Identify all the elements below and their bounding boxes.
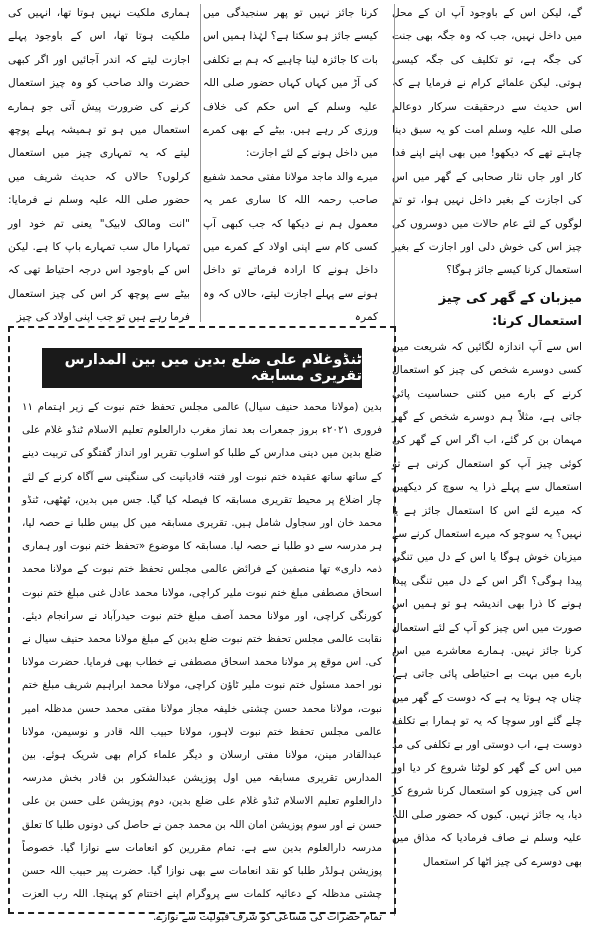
middle-column-text: کرنا جائز نہیں تو پھر سنجیدگی میں کیسے جائز ہو سکتا ہے؟ لہٰذا ہمیں اس بات کا جائزہ لینا چاہیے کہ ہم بے تکلفی کی آڑ میں کہاں کہاں حضور صلی اللہ علیہ وسلم کے اس حکم کی خلاف ورزی کر رہے ہیں. بیٹے کے بھی کمرے میں داخل ہونے کے لئے اجازت:: [203, 7, 378, 160]
right-column: [392, 2, 582, 917]
news-box-body: بدین (مولانا محمد حنیف سیال) عالمی مجلس تحفظ ختم نبوت کے زیر اہتمام ۱۱ فروری ۲۰۲۱ء بروز جمعرات بعد نماز مغرب دارالعلوم تعلیم الاسلام ٹنڈو غلام علی ضلع بدین میں دینی مدارس کے طلبا کو اسلوب تقریر اور انداز گفتگو کی تربیت دینے کے ساتھ ساتھ عقیدہ ختم نبوت اور فتنہ قادیانیت کی سنگینی سے آگاہ کرنے کے لئے چار اضلاع پر محیط تقریری مسابقہ کا فیصلہ کیا گیا. جس میں بدین، ٹھٹھی، ٹنڈو محمد خان اور سجاول شامل ہیں. تقریری مسابقہ میں کل بیس طلبا نے حصہ لیا، ہر مدرسہ سے دو طلبا نے حصہ لیا. مسابقہ کا موضوع «تحفظ ختم نبوت اور ہماری ذمہ داری» تھا منصفین کے فرائض عالمی مجلس تحفظ ختم نبوت کے مولانا محمد اسحاق مصطفی مبلغ ختم نبوت ملیر کراچی، مولانا محمد عادل غنی مبلغ ختم نبوت کورنگی کراچی، اور مولانا محمد آصف مبلغ ختم نبوت حیدرآباد نے سرانجام دیئے. نقابت عالمی مجلس تحفظ ختم نبوت ضلع بدین کے مبلغ مولانا محمد حنیف سیال نے کی. اس موقع پر مولانا محمد اسحاق مصطفی نے خطاب بھی فرمایا. حضرت مولانا نور احمد مسئول ختم نبوت ملیر ٹاؤن کراچی، مولانا محمد ابراہیم شریف مبلغ ختم نبوت، مولانا محمد حسن چشتی خلیفہ مجاز مولانا مفتی محمد حسن مدظلہ امیر عالمی مجلس تحفظ ختم نبوت لاہور، مولانا حبیب اللہ قادر و نوسیمن، مولانا عبدالقادر مینن، مولانا مفتی ارسلان و دیگر علماء کرام بھی شریک ہوئے. بین المدارس تقریری مسابقہ میں اول پوزیشن عبدالشکور بن قادر بخش مدرسہ دارالعلوم تعلیم الاسلام ٹنڈو غلام علی ضلع بدین، دوم پوزیشن علی حسن بن علی حسن نے اور سوم پوزیشن امان اللہ بن محمد جمن نے حاصل کی دونوں طلبا کا تعلق مدرسہ دارالعلوم بدین سے ہے. تمام مقررین کو انعامات سے نوازا گیا. خصوصاً پوزیشن ہولڈر طلبا کو نقد انعامات سے بھی نوازا گیا. حضرت پیر حبیب اللہ حسن چشتی مدظلہ کے دعائیہ کلمات سے پروگرام اپنے اختتام کو پہنچا. اللہ رب العزت تمام حضرات کی مساعی کو شرف قبولیت سے نوازے.: [22, 401, 382, 924]
news-box-title: ٹنڈوغلام علی ضلع بدین میں بین المدارس تقریری مسابقہ: [42, 348, 362, 388]
middle-column: [203, 2, 378, 322]
left-column: [8, 2, 190, 322]
right-column-body: اس سے آپ اندازہ لگائیں کہ شریعت میں کسی دوسرے شخص کی چیز کو استعمال کرنے کے بارے میں کتنی حساسیت پائی جاتی ہے، مثلاً ہم دوسرے شخص کے گھر مہمان بن کر گئے، اب اگر اس کے گھر کی کوئی چیز آپ کو استعمال کرنی ہے تو استعمال سے پہلے ذرا یہ سوچ کر دیکھیں کہ میرے لئے اس کا استعمال جائز ہے یا نہیں؟ یہ سوچو کہ میرے استعمال کرنے سے میزبان خوش ہوگا یا اس کے دل میں تنگی پیدا ہوگی؟ اگر اس کے دل میں تنگی پیدا ہونے کا ذرا بھی اندیشہ ہو تو ہمیں اس صورت میں اس چیز کو آپ کے لئے استعمال کرنا جائز نہیں. ہمارے معاشرے میں اس بارے میں بہت بے احتیاطی پائی جاتی ہے، چناں چہ ہوتا یہ ہے کہ دوست کے گھر میں چلے گئے اور سوچا کہ یہ تو ہمارا بے تکلف دوست ہے، اب دوستی اور بے تکلفی کی مد میں اس کے گھر کو لوٹنا شروع کر دیا اور اس کی چیزوں کو استعمال کرنا شروع کر دیا، یہ جائز نہیں. کیوں کہ حضور صلی اللہ علیہ وسلم نے صاف فرمادیا کہ مذاق میں بھی دوسرے کی چیز اٹھا کر استعمال: [392, 340, 582, 868]
middle-column-rest: میرے والد ماجد مولانا مفتی محمد شفیع صاحب رحمہ اللہ کا ساری عمر یہ معمول ہم نے دیکھا کہ جب کبھی آپ کسی کام سے اپنی اولاد کے کمرے میں داخل ہونے کا ارادہ فرماتے تو داخل ہونے سے پہلے اجازت لیتے، حالاں کہ وہ کمرہ: [203, 170, 378, 324]
section-heading: میزبان کے گھر کی چیز استعمال کرنا:: [438, 290, 582, 330]
left-column-text: ہماری ملکیت نہیں ہوتا تھا، انہیں کی ملکیت ہوتا تھا، اس کے باوجود پہلے اجازت لیتے کہ اندر آجائیں اور اگر کبھی حضرت والد صاحب کو وہ چیز استعمال کرنے کی ضرورت پیش آتی جو ہمارے استعمال میں ہو تو ہمیشہ پہلے پوچھ لیتے کہ یہ تمہاری چیز میں استعمال کرلوں؟ حالاں کہ حدیث شریف میں حضور صلی اللہ علیہ وسلم نے فرمایا: "انت ومالک لابیک" یعنی تم خود اور تمہارا مال سب تمہارے باپ کا ہے. لیکن اس کے باوجود اس درجہ احتیاط تھی کہ بیٹے سے پوچھ کر اس کی چیز استعمال فرما رہے ہیں تو جب اپنی اولاد کی چیز: [8, 7, 190, 324]
column-divider: [200, 4, 201, 322]
right-column-intro: گے، لیکن اس کے باوجود آپ ان کے محل میں داخل نہیں، جب کہ وہ جگہ بھی جنت کی جگہ ہے، تو تکلیف کی جگہ کیسی ہوتی. لیکن علمائے کرام نے فرمایا ہے کہ اس حدیث سے درحقیقت سرکار دوعالم صلی اللہ علیہ وسلم امت کو یہ سبق دینا چاہتے تھے کہ دیکھو! میں بھی اپنے اپنے فدا کار اور جاں نثار صحابی کے گھر میں اس کی اجازت کے بغیر داخل نہیں ہوا، تو تم لوگوں کے لئے عام حالات میں دوسروں کی چیز اس کی خوش دلی اور اجازت کے بغیر استعمال کرنا کیسے جائز ہوگا؟: [392, 7, 582, 277]
news-box: [8, 326, 396, 924]
